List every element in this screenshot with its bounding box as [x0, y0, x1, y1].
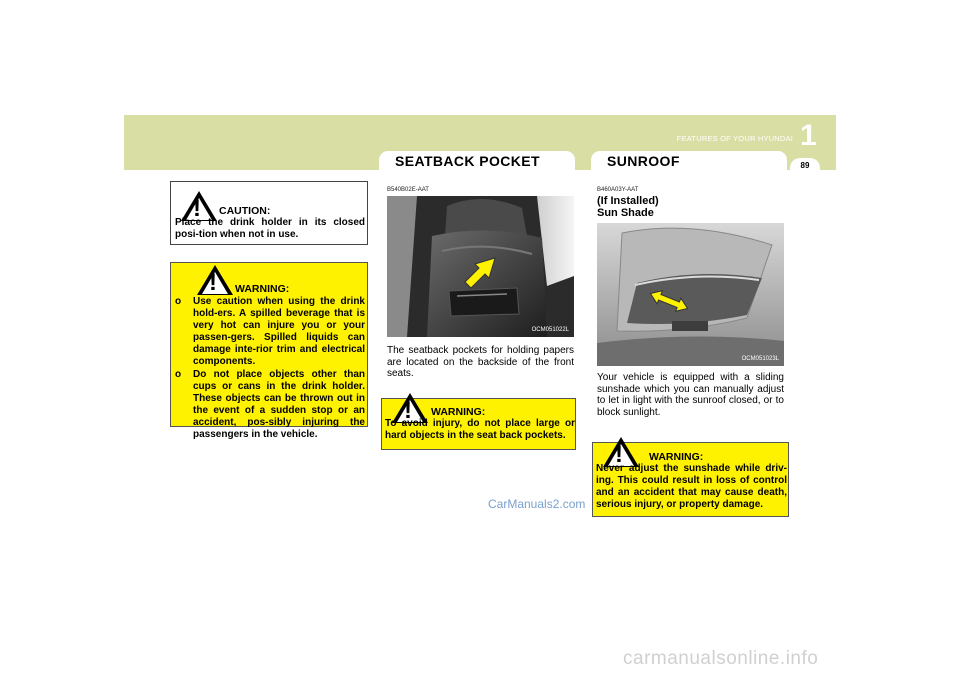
sunroof-photo-code: OCM051023L	[741, 356, 779, 362]
section-heading-sunroof: SUNROOF	[591, 151, 787, 170]
page-number: 89	[790, 158, 820, 174]
chapter-number: 1	[800, 119, 817, 152]
caution-box: ! CAUTION: Place the drink holder in its closed posi-tion when not in use.	[170, 181, 368, 245]
seatback-warning-box: ! WARNING: To avoid injury, do not place large or hard objects in the seat back pockets.	[381, 398, 576, 450]
seatback-warning-text: To avoid injury, do not place large or hard objects in the seat back pockets.	[385, 418, 575, 442]
caution-text: Place the drink holder in its closed posi-tion when not in use.	[175, 217, 365, 241]
chapter-title: FEATURES OF YOUR HYUNDAI	[676, 134, 793, 143]
caution-title: CAUTION:	[219, 205, 271, 217]
drink-warning-item: o Do not place objects other than cups or cans in the drink holder. These objects can be thrown out in the event of a sudden stop or an accident, pos-sibly injuring the passengers in the vehicle.	[175, 368, 365, 441]
sunroof-code: B460A03Y-AAT	[597, 187, 639, 193]
seatback-photo	[387, 196, 574, 337]
seatback-warning-title: WARNING:	[431, 406, 486, 418]
sunroof-body: Your vehicle is equipped with a sliding sunshade which you can manually adjust to let in light with the sunroof closed, or to block sunlight.	[597, 372, 784, 418]
seatback-body: The seatback pockets for holding papers are located on the backside of the front seats.	[387, 345, 574, 380]
watermark-link[interactable]: CarManuals2.com	[488, 497, 586, 511]
sunroof-illustration	[597, 223, 784, 366]
seatback-illustration	[387, 196, 574, 337]
sunroof-photo	[597, 223, 784, 366]
seatback-code: B540B02E-AAT	[387, 187, 429, 193]
drink-warning-item: o Use caution when using the drink hold-ers. A spilled beverage that is very hot can injure you or your passen-gers. Spilled liquids can damage inte-rior trim and electrical components.	[175, 296, 365, 368]
watermark-footer: carmanualsonline.info	[623, 648, 819, 669]
sunroof-warning-text: Never adjust the sunshade while driv-ing. This could result in loss of control and an accident that may cause death, serious injury, or property damage.	[596, 463, 787, 511]
section-heading-seatback-pocket: SEATBACK POCKET	[379, 151, 575, 170]
drink-warning-title: WARNING:	[235, 283, 290, 295]
drink-holder-warning-box: ! WARNING: o Use caution when using the drink hold-ers. A spilled beverage that is very hot can injure you or your passen-gers. Spilled liquids can damage inte-rior trim and electrical components. o Do not place objects other than cups or cans in the drink holder. These objects can be thrown out in the event of a sudden stop or an accident, pos-sibly injuring the passengers in the vehicle.	[170, 262, 368, 427]
sunroof-subheading-2: Sun Shade	[597, 207, 654, 219]
seatback-photo-code: OCM051022L	[531, 327, 569, 333]
sunroof-subheading-1: (If Installed)	[597, 195, 659, 207]
sunroof-warning-box: ! WARNING: Never adjust the sunshade while driv-ing. This could result in loss of control and an accident that may cause death, serious injury, or property damage.	[592, 442, 789, 517]
sunroof-warning-title: WARNING:	[649, 451, 704, 463]
